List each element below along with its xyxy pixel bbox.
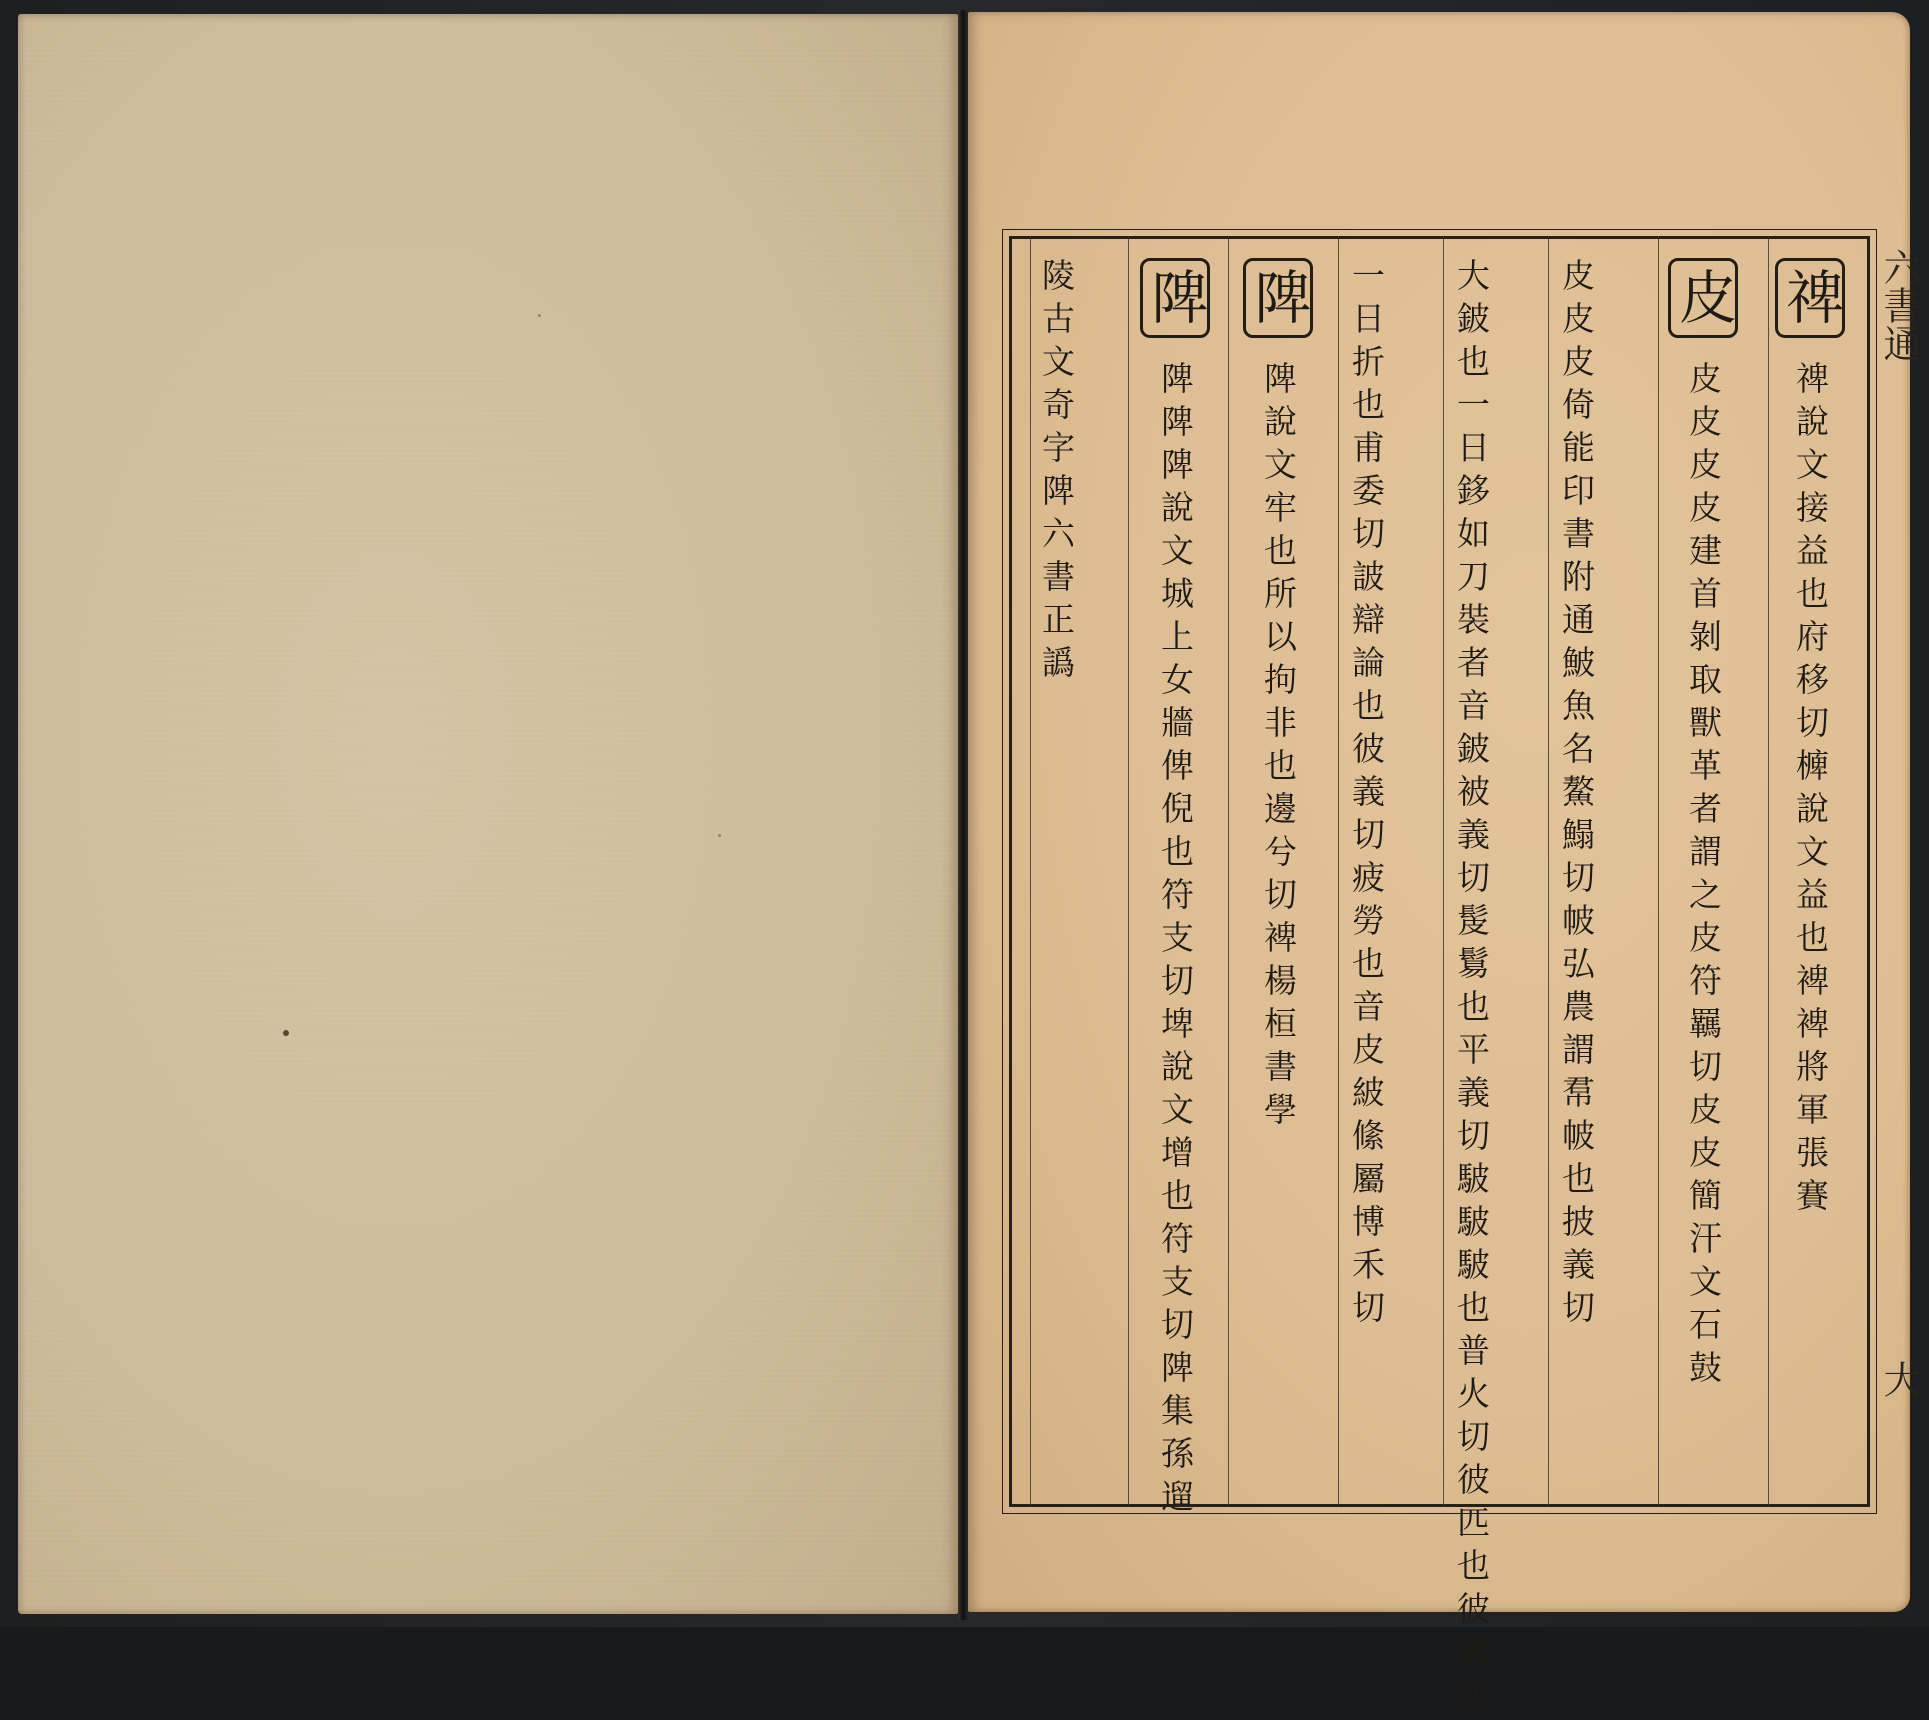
- column-text: 陵古文奇字陴六書正譌: [1037, 258, 1076, 688]
- text-column-7: [1140, 258, 1210, 1522]
- paper-fleck: [718, 834, 721, 837]
- column-rule: [1658, 236, 1659, 1507]
- column-text: 皮皮皮皮建首剝取獸革者謂之皮符羈切皮皮簡汗文石鼓: [1684, 361, 1723, 1393]
- text-column-4: [1452, 258, 1491, 1720]
- column-text: 禆說文接益也府移切㯅說文益也裨裨將軍張賽: [1791, 361, 1830, 1221]
- column-text: 陴陴陴說文城上女牆俾倪也符支切埤說文增也符支切陴集孫遛: [1156, 361, 1195, 1522]
- text-column-1: [1775, 258, 1845, 1221]
- column-text: 陴說文牢也所以拘非也邊兮切裨楊桓書學: [1259, 361, 1298, 1135]
- text-column-3: [1557, 258, 1596, 1333]
- woodblock-frame: [1009, 236, 1870, 1507]
- folio-mark: 大: [1877, 1360, 1921, 1398]
- running-head: 六書通: [1877, 248, 1921, 362]
- text-column-6: [1243, 258, 1313, 1135]
- column-text: 皮皮皮倚能印書附通鮍魚名鰲鰨切帔弘農謂帬帔也披義切: [1557, 258, 1596, 1333]
- column-rule: [1338, 236, 1339, 1507]
- column-head-glyph: 禆: [1775, 258, 1845, 338]
- column-text: 一日折也甫委切詖辯論也彼義切疲勞也音皮紴絛屬博禾切: [1347, 258, 1386, 1333]
- column-rule: [1030, 236, 1031, 1507]
- column-rule: [1228, 236, 1229, 1507]
- paper-fleck: [538, 314, 541, 317]
- book-gutter: [958, 10, 968, 1620]
- column-rule: [1548, 236, 1549, 1507]
- column-text: 大鈹也一日鉹如刀裝者音鈹被義切髲鬄也平義切駊駊駊也普火切彼匹也彼義切: [1452, 258, 1491, 1720]
- column-rule: [1128, 236, 1129, 1507]
- column-head-glyph: 陴: [1243, 258, 1313, 338]
- text-column-8: [1037, 258, 1076, 688]
- column-head-glyph: 陴: [1140, 258, 1210, 338]
- text-column-5: [1347, 258, 1386, 1333]
- column-rule: [1768, 236, 1769, 1507]
- paper-fleck: [283, 1030, 289, 1036]
- blank-left-page: [18, 14, 958, 1614]
- column-rule: [1443, 236, 1444, 1507]
- column-head-glyph: 皮: [1668, 258, 1738, 338]
- text-column-2: [1668, 258, 1738, 1393]
